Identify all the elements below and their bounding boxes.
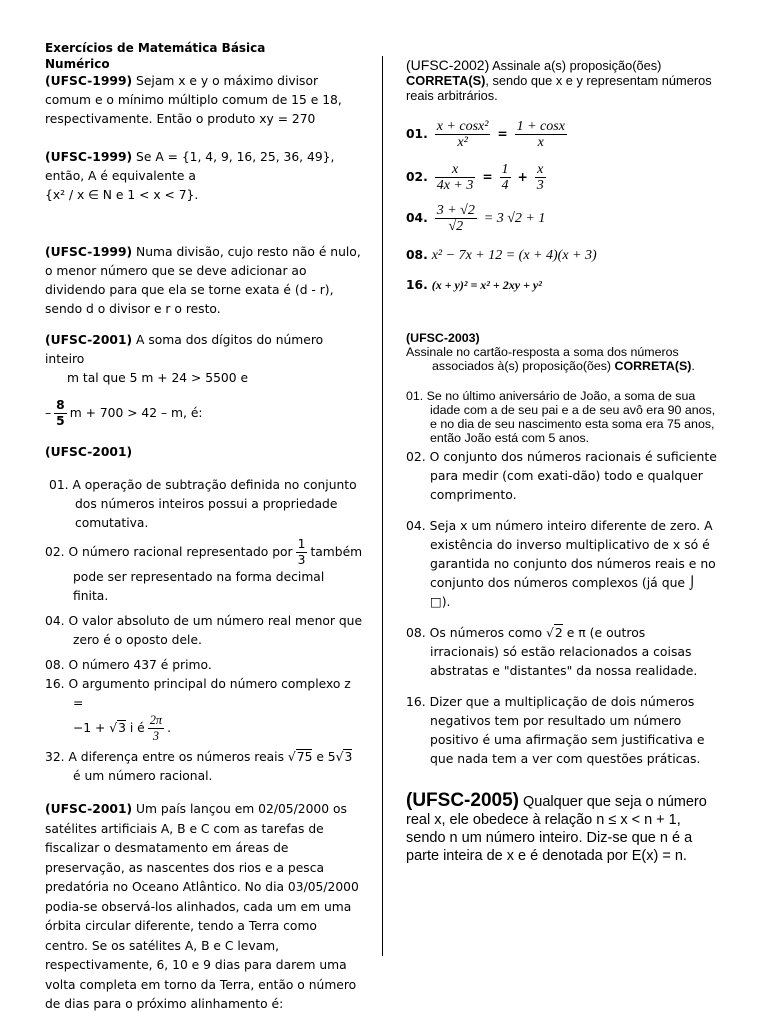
question-ufsc-1999-a	[45, 72, 363, 129]
item-16: 16. Dizer que a multiplicação de dois números negativos tem por resultado um número positivo é uma afirmação sem justificativa e que nada tem a ver com questões práticas.	[406, 694, 705, 766]
question-source: (UFSC-1999)	[45, 150, 133, 164]
set-expression: {x² / x ∈ N e 1 < x < 7}.	[45, 188, 199, 202]
question-source: (UFSC-1999)	[45, 245, 133, 259]
question-text: A soma dos dígitos do número inteiro	[45, 333, 324, 366]
column-divider	[382, 56, 383, 956]
question-text: Numa divisão, cujo resto não é nulo, o menor número que se deve adicionar ao dividendo para que ela se torne exata é (d - r), sendo d o divisor e r o resto.	[45, 245, 361, 316]
question-source: (UFSC-1999)	[45, 74, 133, 88]
document-title: Exercícios de Matemática Básica	[45, 41, 266, 55]
question-text: Assinale no cartão-resposta a soma dos números associados à(s) proposição(ões)	[406, 345, 679, 373]
item-01: 01. $\frac{\text{x + cosx²}}{\text{x²}}$ = $\frac{1 + \cos x}{x}$	[406, 119, 565, 150]
question-source: (UFSC-2003)	[406, 331, 480, 345]
question-line: m tal que 5 m + 24 > 5500 e	[67, 371, 249, 385]
question-ufsc-2005	[406, 792, 718, 865]
question-source: (UFSC-2001)	[45, 445, 133, 459]
fraction: $\frac{1}{3}$	[297, 537, 306, 567]
question-ufsc-1999-b	[45, 148, 363, 205]
question-ufsc-1999-c	[45, 243, 363, 319]
question-ufsc-2001-b	[45, 443, 363, 786]
question-ufsc-2001-a	[45, 331, 363, 429]
question-source: (UFSC-2005)	[406, 790, 519, 811]
question-ufsc-2002	[406, 58, 718, 293]
item-08: 08. O número 437 é primo.	[45, 658, 212, 672]
item-02: 02. $\frac{x}{4x + 3}$ = $\frac{1}{4}$ + $\frac{x}{3}$	[406, 162, 544, 193]
question-text: Qualquer que seja o número real x, ele obedece à relação n ≤ x < n + 1, sendo n um número inteiro. Diz-se que n é a parte inteira de x e é denotada por E(x) = n.	[406, 794, 707, 864]
fraction-line: – $\frac{8}{5}$ m + 700 > 42 – m, é:	[45, 398, 203, 428]
emphasis: CORRETA(S)	[614, 359, 692, 373]
fraction: $\frac{8}{5}$	[56, 398, 65, 428]
right-column	[406, 58, 718, 865]
question-source: (UFSC-2001)	[45, 333, 133, 347]
fraction: $\frac{2\pi}{3}$	[149, 713, 163, 743]
question-text: Assinale a(s) proposição(ões)	[489, 58, 662, 73]
question-text: Se A = {1, 4, 9, 16, 25, 36, 49}, então, A é equivalente a	[45, 150, 335, 183]
emphasis: CORRETA(S)	[406, 73, 486, 88]
document-subtitle: Numérico	[45, 57, 110, 71]
item-16: 16. O argumento principal do número complexo z = −1 + √3 i é $\frac{2\pi}{3}$ .	[45, 677, 351, 743]
item-04: 04. Seja x um número inteiro diferente de zero. A existência do inverso multiplicativo de x só é garantida no conjunto dos números reais e no conjunto dos números complexos (já que ⌡ □).	[406, 518, 716, 609]
item-16: 16. (x + y)² = x² + 2xy + y²	[406, 278, 542, 292]
item-04: 04. $\frac{3 + √2}{√2}$ = 3 √2 + 1	[406, 203, 546, 234]
question-source: (UFSC-2001)	[45, 802, 133, 816]
item-32: 32. A diferença entre os números reais √75 e 5√3 é um número racional.	[45, 750, 353, 783]
question-source: (UFSC-2002)	[406, 57, 490, 73]
item-08: 08. x² − 7x + 12 = (x + 4)(x + 3)	[406, 248, 597, 263]
question-ufsc-2001-c	[45, 800, 363, 1015]
item-04: 04. O valor absoluto de um número real menor que zero é o oposto dele.	[45, 614, 363, 647]
question-text: Sejam x e y o máximo divisor comum e o mínimo múltiplo comum de 15 e 18, respectivamente. Então o produto xy = 270	[45, 74, 342, 126]
item-02: 02. O conjunto dos números racionais é suficiente para medir (com exati-dão) todo e qualquer comprimento.	[406, 449, 717, 502]
item-02: 02. O número racional representado por $\frac{1}{3}$ também pode ser representado na forma decimal finita.	[45, 537, 363, 603]
question-text: , sendo que x e y representam números reais arbitrários.	[406, 73, 712, 103]
item-01: 01. Se no último aniversário de João, a soma de sua idade com a de seu pai e a de seu avô era 90 anos, e no dia de seu nascimento esta soma era 75 anos, então João está com 5 anos.	[406, 389, 716, 445]
question-ufsc-2003: (UFSC-2003) Assinale no cartão-resposta a soma dos números associados à(s) proposição(ões) CORRETA(S). 01. Se no último aniversário de João, a soma de sua idade com a de seu pai e a de seu avô era 90 anos, e no dia de seu nascimento esta soma era 75 anos, então João está com 5 anos. 02. O conjunto dos números racionais é suficiente para medir (com exati-dão) todo e qualquer comprimento. 04. Seja x um número inteiro diferente de zero. A existência do inverso multiplicativo de x só é garantida no conjunto dos números reais e no conjunto dos números complexos (já que ⌡ □). 08. Os números como √2 e π (e outros irracionais) só estão relacionados a coisas abstratas e "distantes" da nossa realidade. 16. Dizer que a multiplicação de dois números negativos tem por resultado um número positivo é uma afirmação sem justificativa e que nada tem a ver com questões práticas.	[406, 331, 717, 766]
sqrt-symbol: √	[109, 721, 118, 735]
question-text: Um país lançou em 02/05/2000 os satélites artificiais A, B e C com as tarefas de fiscalizar o desmatamento em áreas de preservação, as nascentes dos rios e a pesca predatória no Oceano Atlântico. No dia 03/05/2000 podia-se observá-los alinhados, cada um em uma órbita circular diferente, tendo a Terra como centro. Se os satélites A, B e C levam, respectivamente, 6, 10 e 9 dias para darem uma volta completa em torno da Terra, então o número de dias para o próximo alinhamento é:	[45, 802, 359, 1011]
item-08: 08. Os números como √2 e π (e outros irracionais) só estão relacionados a coisas abstratas e "distantes" da nossa realidade.	[406, 625, 698, 678]
item-01: 01. A operação de subtração definida no conjunto dos números inteiros possui a propriedade comutativa.	[49, 478, 357, 530]
left-column	[45, 40, 363, 1015]
